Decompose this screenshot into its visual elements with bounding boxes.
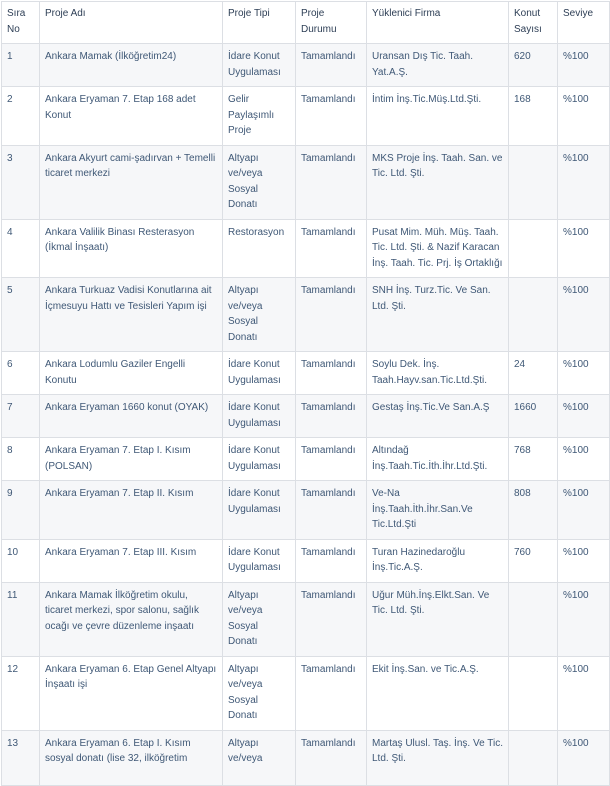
cell-project-name: Ankara Eryaman 6. Etap Genel Altyapı İnşaatı işi xyxy=(40,656,223,730)
cell-unit-count xyxy=(509,582,558,656)
table-row xyxy=(2,352,610,395)
cell-level: %100 xyxy=(558,582,610,656)
cell-contractor: Turan Hazinedaroğlu İnş.Tic.A.Ş. xyxy=(367,539,509,582)
cell-unit-count xyxy=(509,219,558,278)
cell-project-type: Altyapı ve/veya Sosyal Donatı xyxy=(223,278,296,352)
projects-table-container xyxy=(0,1,610,764)
cell-project-type: Gelir Paylaşımlı Proje xyxy=(223,87,296,146)
cell-level: %100 xyxy=(558,352,610,395)
cell-project-name: Ankara Eryaman 6. Etap I. Kısım sosyal donatı (lise 32, ilköğretim xyxy=(40,730,223,785)
cell-project-type: İdare Konut Uygulaması xyxy=(223,395,296,438)
projects-table xyxy=(1,1,610,786)
cell-contractor: Martaş Ulusl. Taş. İnş. Ve Tic. Ltd. Şti. xyxy=(367,730,509,785)
cell-project-status: Tamamlandı xyxy=(296,481,367,540)
cell-level: %100 xyxy=(558,438,610,481)
cell-project-type: Altyapı ve/veya xyxy=(223,730,296,785)
cell-no: 1 xyxy=(2,44,40,87)
cell-unit-count: 168 xyxy=(509,87,558,146)
cell-project-name: Ankara Valilik Binası Resterasyon (İkmal İnşaatı) xyxy=(40,219,223,278)
table-row xyxy=(2,278,610,352)
header-proje-durumu[interactable]: Proje Durumu xyxy=(296,2,367,44)
table-row xyxy=(2,730,610,785)
cell-project-type: İdare Konut Uygulaması xyxy=(223,352,296,395)
cell-level: %100 xyxy=(558,730,610,785)
cell-level: %100 xyxy=(558,278,610,352)
cell-contractor: SNH İnş. Turz.Tic. Ve San. Ltd. Şti. xyxy=(367,278,509,352)
table-row xyxy=(2,395,610,438)
header-konut-sayisi[interactable]: Konut Sayısı xyxy=(509,2,558,44)
cell-no: 7 xyxy=(2,395,40,438)
cell-unit-count: 24 xyxy=(509,352,558,395)
cell-contractor: MKS Proje İnş. Taah. San. ve Tic. Ltd. Şti. xyxy=(367,145,509,219)
cell-contractor: Pusat Mim. Müh. Müş. Taah. Tic. Ltd. Şti. & Nazif Karacan İnş. Taah. Tic. Prj. İş Ortaklığı xyxy=(367,219,509,278)
cell-unit-count xyxy=(509,278,558,352)
table-row xyxy=(2,44,610,87)
table-row xyxy=(2,145,610,219)
cell-no: 6 xyxy=(2,352,40,395)
cell-project-status: Tamamlandı xyxy=(296,87,367,146)
cell-unit-count: 1660 xyxy=(509,395,558,438)
cell-contractor: İntim İnş.Tic.Müş.Ltd.Şti. xyxy=(367,87,509,146)
cell-no: 4 xyxy=(2,219,40,278)
cell-no: 10 xyxy=(2,539,40,582)
cell-contractor: Gestaş İnş.Tic.Ve San.A.Ş xyxy=(367,395,509,438)
cell-project-name: Ankara Lodumlu Gaziler Engelli Konutu xyxy=(40,352,223,395)
cell-project-status: Tamamlandı xyxy=(296,730,367,785)
cell-level: %100 xyxy=(558,395,610,438)
header-seviye[interactable]: Seviye xyxy=(558,2,610,44)
cell-level: %100 xyxy=(558,44,610,87)
cell-contractor: Soylu Dek. İnş. Taah.Hayv.san.Tic.Ltd.Şti. xyxy=(367,352,509,395)
cell-no: 5 xyxy=(2,278,40,352)
cell-project-status: Tamamlandı xyxy=(296,438,367,481)
table-header-row xyxy=(2,2,610,44)
cell-project-type: İdare Konut Uygulaması xyxy=(223,438,296,481)
cell-project-type: Altyapı ve/veya Sosyal Donatı xyxy=(223,582,296,656)
cell-project-type: Altyapı ve/veya Sosyal Donatı xyxy=(223,145,296,219)
cell-unit-count: 620 xyxy=(509,44,558,87)
cell-unit-count: 760 xyxy=(509,539,558,582)
table-row xyxy=(2,539,610,582)
cell-project-type: İdare Konut Uygulaması xyxy=(223,481,296,540)
cell-project-name: Ankara Eryaman 7. Etap 168 adet Konut xyxy=(40,87,223,146)
cell-level: %100 xyxy=(558,481,610,540)
table-row xyxy=(2,582,610,656)
cell-no: 11 xyxy=(2,582,40,656)
cell-project-status: Tamamlandı xyxy=(296,352,367,395)
cell-project-status: Tamamlandı xyxy=(296,145,367,219)
cell-level: %100 xyxy=(558,145,610,219)
cell-project-status: Tamamlandı xyxy=(296,539,367,582)
cell-level: %100 xyxy=(558,539,610,582)
cell-unit-count xyxy=(509,145,558,219)
cell-project-status: Tamamlandı xyxy=(296,278,367,352)
cell-project-status: Tamamlandı xyxy=(296,656,367,730)
header-proje-adi[interactable]: Proje Adı xyxy=(40,2,223,44)
cell-level: %100 xyxy=(558,87,610,146)
table-row xyxy=(2,219,610,278)
cell-project-type: Restorasyon xyxy=(223,219,296,278)
cell-no: 8 xyxy=(2,438,40,481)
cell-project-status: Tamamlandı xyxy=(296,395,367,438)
cell-project-name: Ankara Turkuaz Vadisi Konutlarına ait İçmesuyu Hattı ve Tesisleri Yapım işi xyxy=(40,278,223,352)
cell-no: 9 xyxy=(2,481,40,540)
cell-project-status: Tamamlandı xyxy=(296,582,367,656)
cell-project-name: Ankara Eryaman 1660 konut (OYAK) xyxy=(40,395,223,438)
cell-contractor: Ve-Na İnş.Taah.İth.İhr.San.Ve Tic.Ltd.Şti xyxy=(367,481,509,540)
cell-unit-count xyxy=(509,656,558,730)
cell-no: 2 xyxy=(2,87,40,146)
cell-contractor: Ekit İnş.San. ve Tic.A.Ş. xyxy=(367,656,509,730)
cell-project-name: Ankara Mamak İlköğretim okulu, ticaret merkezi, spor salonu, sağlık ocağı ve çevre düzenleme inşaatı xyxy=(40,582,223,656)
header-yuklenici-firma[interactable]: Yüklenici Firma xyxy=(367,2,509,44)
cell-contractor: Altındağ İnş.Taah.Tic.İth.İhr.Ltd.Şti. xyxy=(367,438,509,481)
cell-project-name: Ankara Akyurt cami-şadırvan + Temelli ticaret merkezi xyxy=(40,145,223,219)
cell-project-type: Altyapı ve/veya Sosyal Donatı xyxy=(223,656,296,730)
cell-unit-count: 808 xyxy=(509,481,558,540)
cell-level: %100 xyxy=(558,656,610,730)
table-row xyxy=(2,481,610,540)
cell-project-name: Ankara Eryaman 7. Etap I. Kısım (POLSAN) xyxy=(40,438,223,481)
cell-unit-count xyxy=(509,730,558,785)
cell-project-name: Ankara Eryaman 7. Etap II. Kısım xyxy=(40,481,223,540)
cell-project-status: Tamamlandı xyxy=(296,44,367,87)
cell-level: %100 xyxy=(558,219,610,278)
cell-project-status: Tamamlandı xyxy=(296,219,367,278)
cell-contractor: Uransan Dış Tic. Taah. Yat.A.Ş. xyxy=(367,44,509,87)
cell-project-name: Ankara Eryaman 7. Etap III. Kısım xyxy=(40,539,223,582)
cell-contractor: Uğur Müh.İnş.Elkt.San. Ve Tic. Ltd. Şti. xyxy=(367,582,509,656)
cell-project-type: İdare Konut Uygulaması xyxy=(223,44,296,87)
table-row xyxy=(2,87,610,146)
cell-project-name: Ankara Mamak (İlköğretim24) xyxy=(40,44,223,87)
cell-unit-count: 768 xyxy=(509,438,558,481)
cell-no: 13 xyxy=(2,730,40,785)
table-row xyxy=(2,438,610,481)
header-proje-tipi[interactable]: Proje Tipi xyxy=(223,2,296,44)
header-sira-no[interactable]: Sıra No xyxy=(2,2,40,44)
table-row xyxy=(2,656,610,730)
cell-no: 12 xyxy=(2,656,40,730)
cell-no: 3 xyxy=(2,145,40,219)
cell-project-type: İdare Konut Uygulaması xyxy=(223,539,296,582)
